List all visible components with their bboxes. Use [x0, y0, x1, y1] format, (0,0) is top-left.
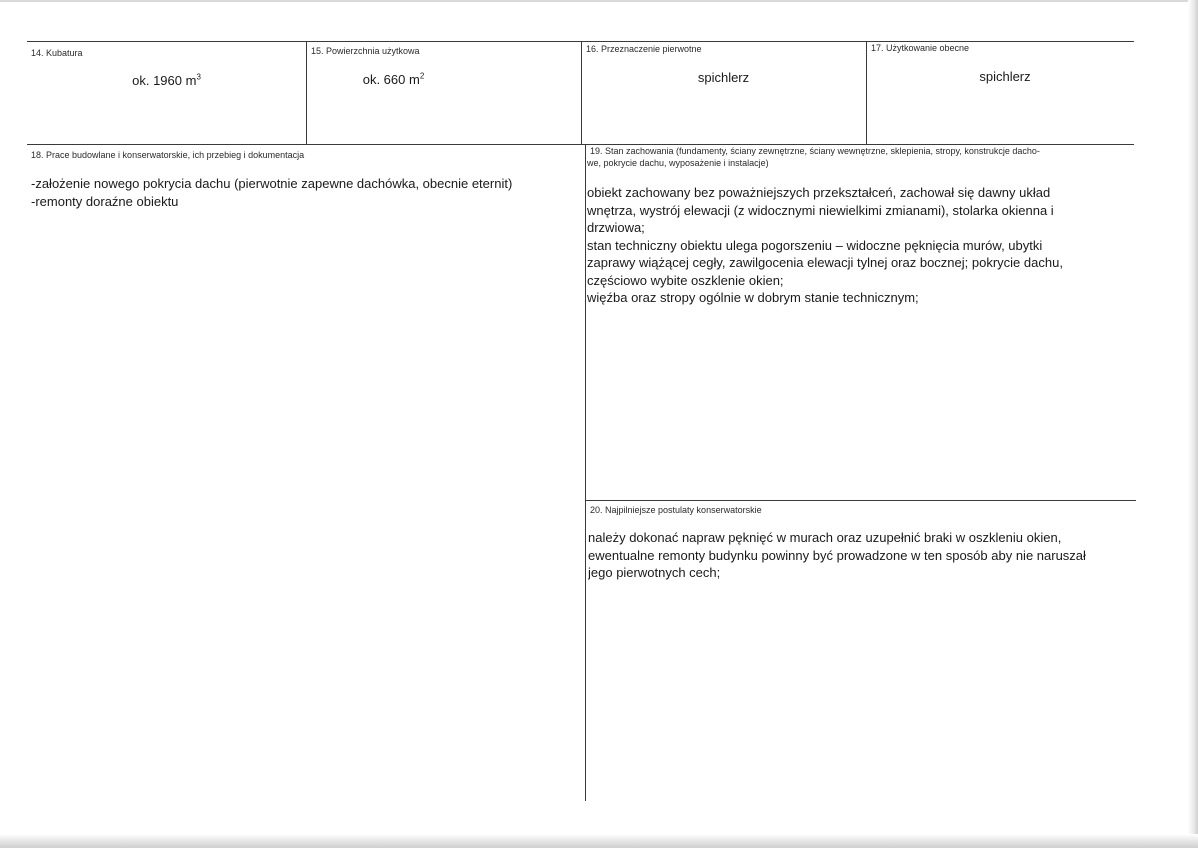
section-20-divider	[586, 500, 1136, 501]
postulaty-text	[588, 529, 1136, 582]
kubatura-unit-exponent: 3	[196, 72, 201, 82]
przeznaczenie-label: 16. Przeznaczenie pierwotne	[586, 44, 702, 54]
scan-edge-bottom	[0, 834, 1198, 848]
col-divider-17	[866, 41, 867, 144]
prace-line: -założenie nowego pokrycia dachu (pierwotnie zapewne dachówka, obecnie eternit)	[31, 176, 513, 191]
uzytkowanie-label: 17. Użytkowanie obecne	[871, 43, 970, 53]
uzytkowanie-value: spichlerz	[979, 69, 1031, 84]
col-divider-16	[581, 41, 582, 144]
postulaty-line: jego pierwotnych cech;	[588, 565, 721, 580]
stan-line: drzwiowa;	[587, 220, 645, 235]
col-divider-lower	[585, 144, 586, 801]
stan-line: zaprawy wiążącej cegły, zawilgocenia elewacji tylnej oraz bocznej; pokrycie dachu,	[587, 255, 1063, 270]
col-divider-15	[306, 41, 307, 144]
kubatura-number: ok. 1960 m	[132, 73, 197, 88]
kubatura-label: 14. Kubatura	[31, 48, 83, 58]
prace-text	[31, 175, 512, 210]
stan-line: częściowo wybite oszklenie okien;	[587, 272, 784, 288]
powierzchnia-label: 15. Powierzchnia użytkowa	[311, 46, 420, 56]
kubatura-value	[27, 73, 306, 88]
stan-line: wnętrza, wystrój elewacji (z widocznymi niewielkimi zmianami), stolarka okienna i	[587, 202, 1054, 218]
stan-line: obiekt zachowany bez poważniejszych przekształceń, zachował się dawny układ	[587, 185, 1051, 200]
powierzchnia-value	[306, 72, 481, 87]
stan-text	[587, 184, 1063, 307]
postulaty-label: 20. Najpilniejsze postulaty konserwatorskie	[590, 505, 762, 515]
stan-line: stan techniczny obiektu ulega pogorszeniu – widoczne pęknięcia murów, ubytki	[587, 237, 1043, 253]
prace-label: 18. Prace budowlane i konserwatorskie, ich przebieg i dokumentacja	[31, 150, 305, 160]
row-divider	[27, 144, 1134, 145]
postulaty-line: ewentualne remonty budynku powinny być prowadzone w ten sposób aby nie naruszał	[588, 547, 1086, 563]
stan-label-line-1: 19. Stan zachowania (fundamenty, ściany zewnętrzne, ściany wewnętrzne, sklepienia, stropy, konstrukcje dacho-	[590, 146, 1040, 156]
przeznaczenie-value: spichlerz	[697, 70, 750, 85]
powierzchnia-unit-exponent: 2	[419, 71, 425, 81]
scan-edge-right	[1188, 0, 1198, 848]
stan-line: więźba oraz stropy ogólnie w dobrym stanie technicznym;	[587, 290, 919, 305]
postulaty-line: należy dokonać napraw pęknięć w murach oraz uzupełnić braki w oszkleniu okien,	[588, 530, 1062, 545]
powierzchnia-number: ok. 660 m	[362, 72, 420, 87]
prace-line: -remonty doraźne obiektu	[31, 193, 179, 209]
scan-edge-top	[0, 0, 1198, 2]
stan-label-line-2: we, pokrycie dachu, wyposażenie i instalacje)	[587, 158, 769, 168]
